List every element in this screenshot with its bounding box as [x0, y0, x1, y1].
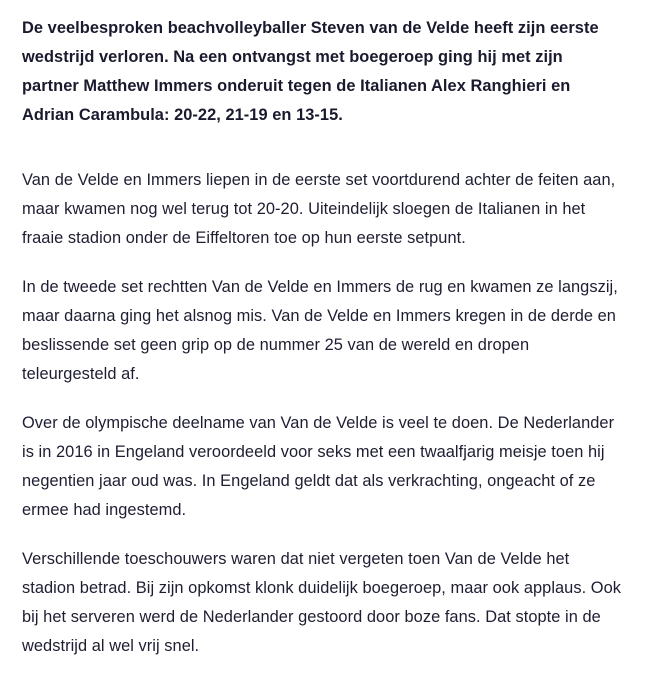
article-paragraph: Verschillende toeschouwers waren dat niet vergeten toen Van de Velde het stadion betrad. Bij zijn opkomst klonk duidelijk boegeroep, maar ook applaus. Ook bij het serveren werd de Nederlander gestoord door boze fans. Dat stopte in de wedstrijd al wel vrij snel.: [22, 550, 622, 655]
article-paragraph: Van de Velde en Immers liepen in de eerste set voortdurend achter de feiten aan, maar kwamen nog wel terug tot 20-20. Uiteindelijk sloegen de Italianen in het fraaie stadion onder de Eiffeltoren toe op hun eerste setpunt.: [22, 171, 616, 247]
article-lead: De veelbesproken beachvolleyballer Steven van de Velde heeft zijn eerste wedstrijd verloren. Na een ontvangst met boegeroep ging hij met zijn partner Matthew Immers onderuit tegen de Italianen Alex Ranghieri en Adrian Carambula: 20-22, 21-19 en 13-15.: [22, 19, 599, 124]
article-paragraph: Over de olympische deelname van Van de Velde is veel te doen. De Nederlander is in 2016 in Engeland veroordeeld voor seks met een twaalfjarig meisje toen hij negentien jaar oud was. In Engeland geldt dat als verkrachting, ongeacht of ze ermee had ingestemd.: [22, 414, 615, 519]
article-body: [22, 14, 622, 681]
article-paragraph: In de tweede set rechtten Van de Velde en Immers de rug en kwamen ze langszij, maar daarna ging het alsnog mis. Van de Velde en Immers kregen in de derde en beslissende set geen grip op de nummer 25 van de wereld en dropen teleurgesteld af.: [22, 278, 618, 383]
